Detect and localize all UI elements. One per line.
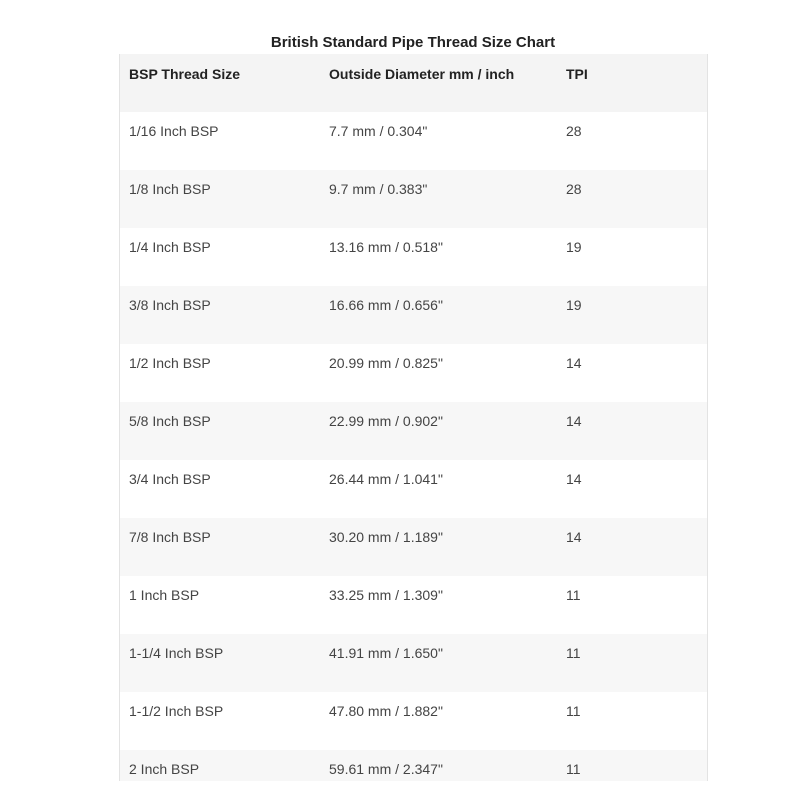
- cell-tpi: 14: [557, 344, 707, 402]
- table-row: [120, 576, 707, 634]
- cell-tpi: 11: [557, 576, 707, 634]
- cell-tpi: 28: [557, 170, 707, 228]
- cell-tpi: 28: [557, 112, 707, 170]
- table-row: [120, 170, 707, 228]
- cell-thread-size: 1/2 Inch BSP: [120, 344, 320, 402]
- table-row: [120, 518, 707, 576]
- cell-outside-diameter: 22.99 mm / 0.902": [320, 402, 557, 460]
- table-title: British Standard Pipe Thread Size Chart: [270, 34, 556, 51]
- table-row: [120, 344, 707, 402]
- cell-tpi: 19: [557, 286, 707, 344]
- table-row: [120, 692, 707, 750]
- table-row: [120, 402, 707, 460]
- cell-thread-size: 2 Inch BSP: [120, 750, 320, 781]
- thread-size-table-container: [119, 54, 708, 781]
- table-row: [120, 286, 707, 344]
- cell-outside-diameter: 26.44 mm / 1.041": [320, 460, 557, 518]
- cell-thread-size: 1-1/2 Inch BSP: [120, 692, 320, 750]
- column-header-outside-diameter: Outside Diameter mm / inch: [320, 54, 557, 112]
- cell-thread-size: 1-1/4 Inch BSP: [120, 634, 320, 692]
- cell-tpi: 11: [557, 634, 707, 692]
- cell-tpi: 19: [557, 228, 707, 286]
- table-row: [120, 460, 707, 518]
- cell-outside-diameter: 33.25 mm / 1.309": [320, 576, 557, 634]
- table-row: [120, 750, 707, 781]
- cell-outside-diameter: 20.99 mm / 0.825": [320, 344, 557, 402]
- cell-tpi: 14: [557, 518, 707, 576]
- cell-tpi: 14: [557, 460, 707, 518]
- cell-thread-size: 5/8 Inch BSP: [120, 402, 320, 460]
- cell-tpi: 11: [557, 750, 707, 781]
- cell-thread-size: 3/8 Inch BSP: [120, 286, 320, 344]
- cell-thread-size: 1/8 Inch BSP: [120, 170, 320, 228]
- thread-size-table: [120, 54, 707, 781]
- column-header-thread-size: BSP Thread Size: [120, 54, 320, 112]
- table-row: [120, 634, 707, 692]
- table-header-row: [120, 54, 707, 112]
- cell-outside-diameter: 47.80 mm / 1.882": [320, 692, 557, 750]
- cell-tpi: 11: [557, 692, 707, 750]
- cell-outside-diameter: 41.91 mm / 1.650": [320, 634, 557, 692]
- cell-outside-diameter: 30.20 mm / 1.189": [320, 518, 557, 576]
- cell-outside-diameter: 59.61 mm / 2.347": [320, 750, 557, 781]
- cell-outside-diameter: 9.7 mm / 0.383": [320, 170, 557, 228]
- cell-thread-size: 1 Inch BSP: [120, 576, 320, 634]
- cell-outside-diameter: 7.7 mm / 0.304": [320, 112, 557, 170]
- cell-outside-diameter: 16.66 mm / 0.656": [320, 286, 557, 344]
- cell-tpi: 14: [557, 402, 707, 460]
- cell-thread-size: 7/8 Inch BSP: [120, 518, 320, 576]
- column-header-tpi: TPI: [557, 54, 707, 112]
- cell-outside-diameter: 13.16 mm / 0.518": [320, 228, 557, 286]
- table-body: [120, 112, 707, 781]
- cell-thread-size: 1/16 Inch BSP: [120, 112, 320, 170]
- table-row: [120, 228, 707, 286]
- cell-thread-size: 3/4 Inch BSP: [120, 460, 320, 518]
- table-row: [120, 112, 707, 170]
- cell-thread-size: 1/4 Inch BSP: [120, 228, 320, 286]
